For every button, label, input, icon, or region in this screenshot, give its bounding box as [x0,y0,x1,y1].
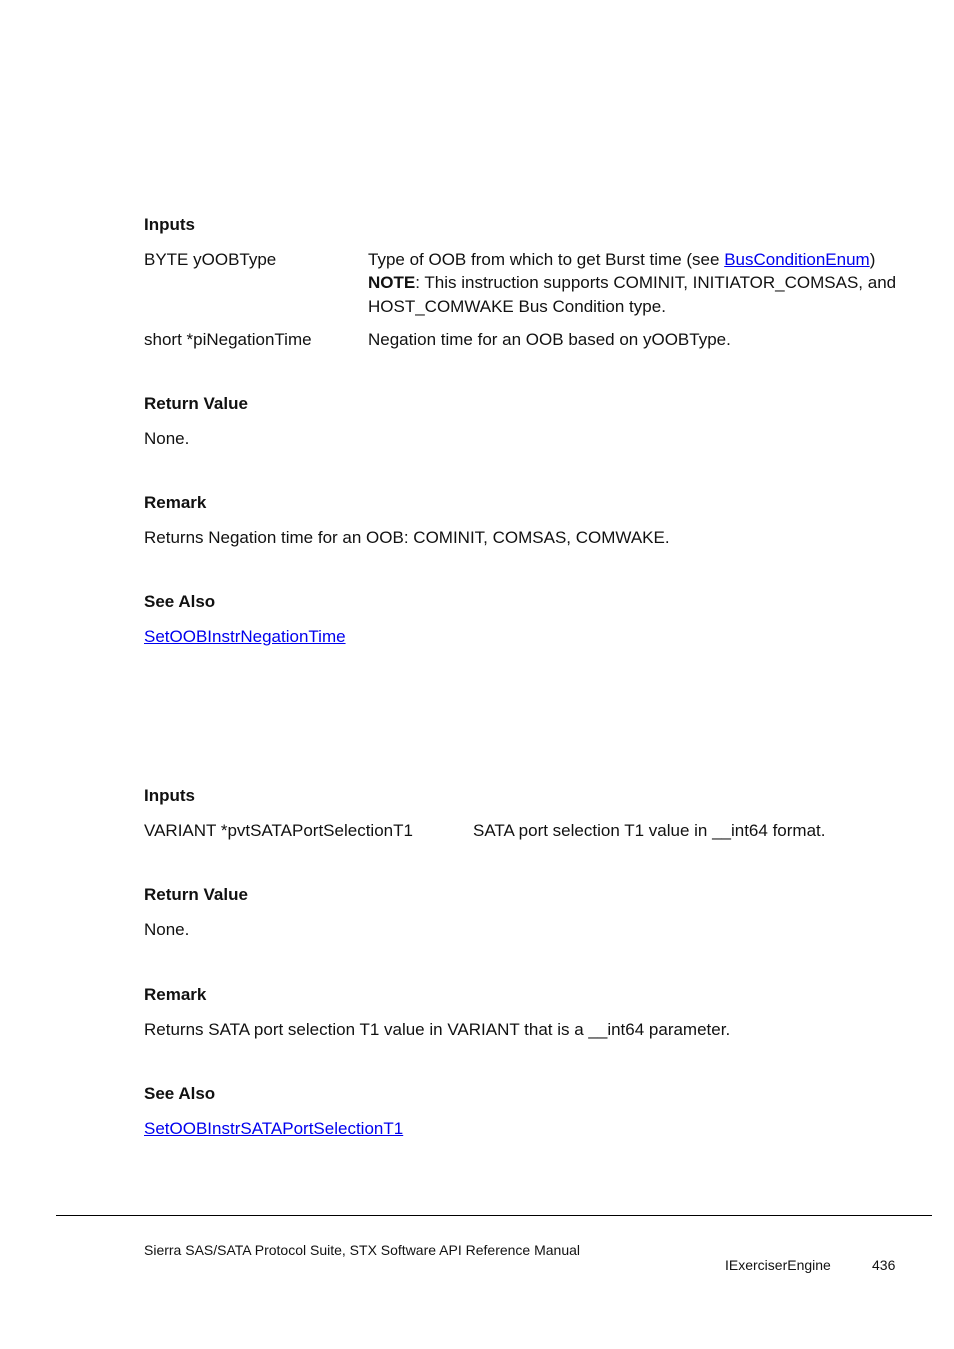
param-desc-suffix: ) [869,250,876,269]
param-description [368,248,875,272]
param-name: VARIANT *pvtSATAPortSelectionT1 [144,821,413,840]
remark-heading: Remark [144,985,207,1004]
param-description: Negation time for an OOB based on yOOBType. [368,330,731,349]
return-value-text: None. [144,429,190,448]
footer-divider [56,1215,932,1216]
return-value-heading: Return Value [144,885,248,904]
bus-condition-enum-link[interactable]: BusConditionEnum [724,250,870,269]
footer-section-name: IExerciserEngine [725,1257,831,1273]
footer-page-number: 436 [872,1257,896,1273]
param-description: SATA port selection T1 value in __int64 format. [473,821,826,840]
remark-heading: Remark [144,493,207,512]
note-text: : This instruction supports COMINIT, INITIATOR_COMSAS, and [415,273,897,292]
param-note [368,271,896,295]
note-label: NOTE [368,273,416,292]
remark-text: Returns Negation time for an OOB: COMINIT, COMSAS, COMWAKE. [144,528,670,547]
see-also-link[interactable]: SetOOBInstrSATAPortSelectionT1 [144,1119,404,1138]
see-also-heading: See Also [144,592,216,611]
footer-manual-title: Sierra SAS/SATA Protocol Suite, STX Software API Reference Manual [144,1242,581,1258]
see-also-link[interactable]: SetOOBInstrNegationTime [144,627,346,646]
param-name: short *piNegationTime [144,330,312,349]
param-desc-prefix: Type of OOB from which to get Burst time (see [368,250,725,269]
return-value-text: None. [144,920,190,939]
param-note-continued: HOST_COMWAKE Bus Condition type. [368,297,666,316]
inputs-heading: Inputs [144,215,195,234]
see-also-heading: See Also [144,1084,216,1103]
return-value-heading: Return Value [144,394,248,413]
remark-text: Returns SATA port selection T1 value in VARIANT that is a __int64 parameter. [144,1020,731,1039]
inputs-heading: Inputs [144,786,195,805]
param-name: BYTE yOOBType [144,250,277,269]
